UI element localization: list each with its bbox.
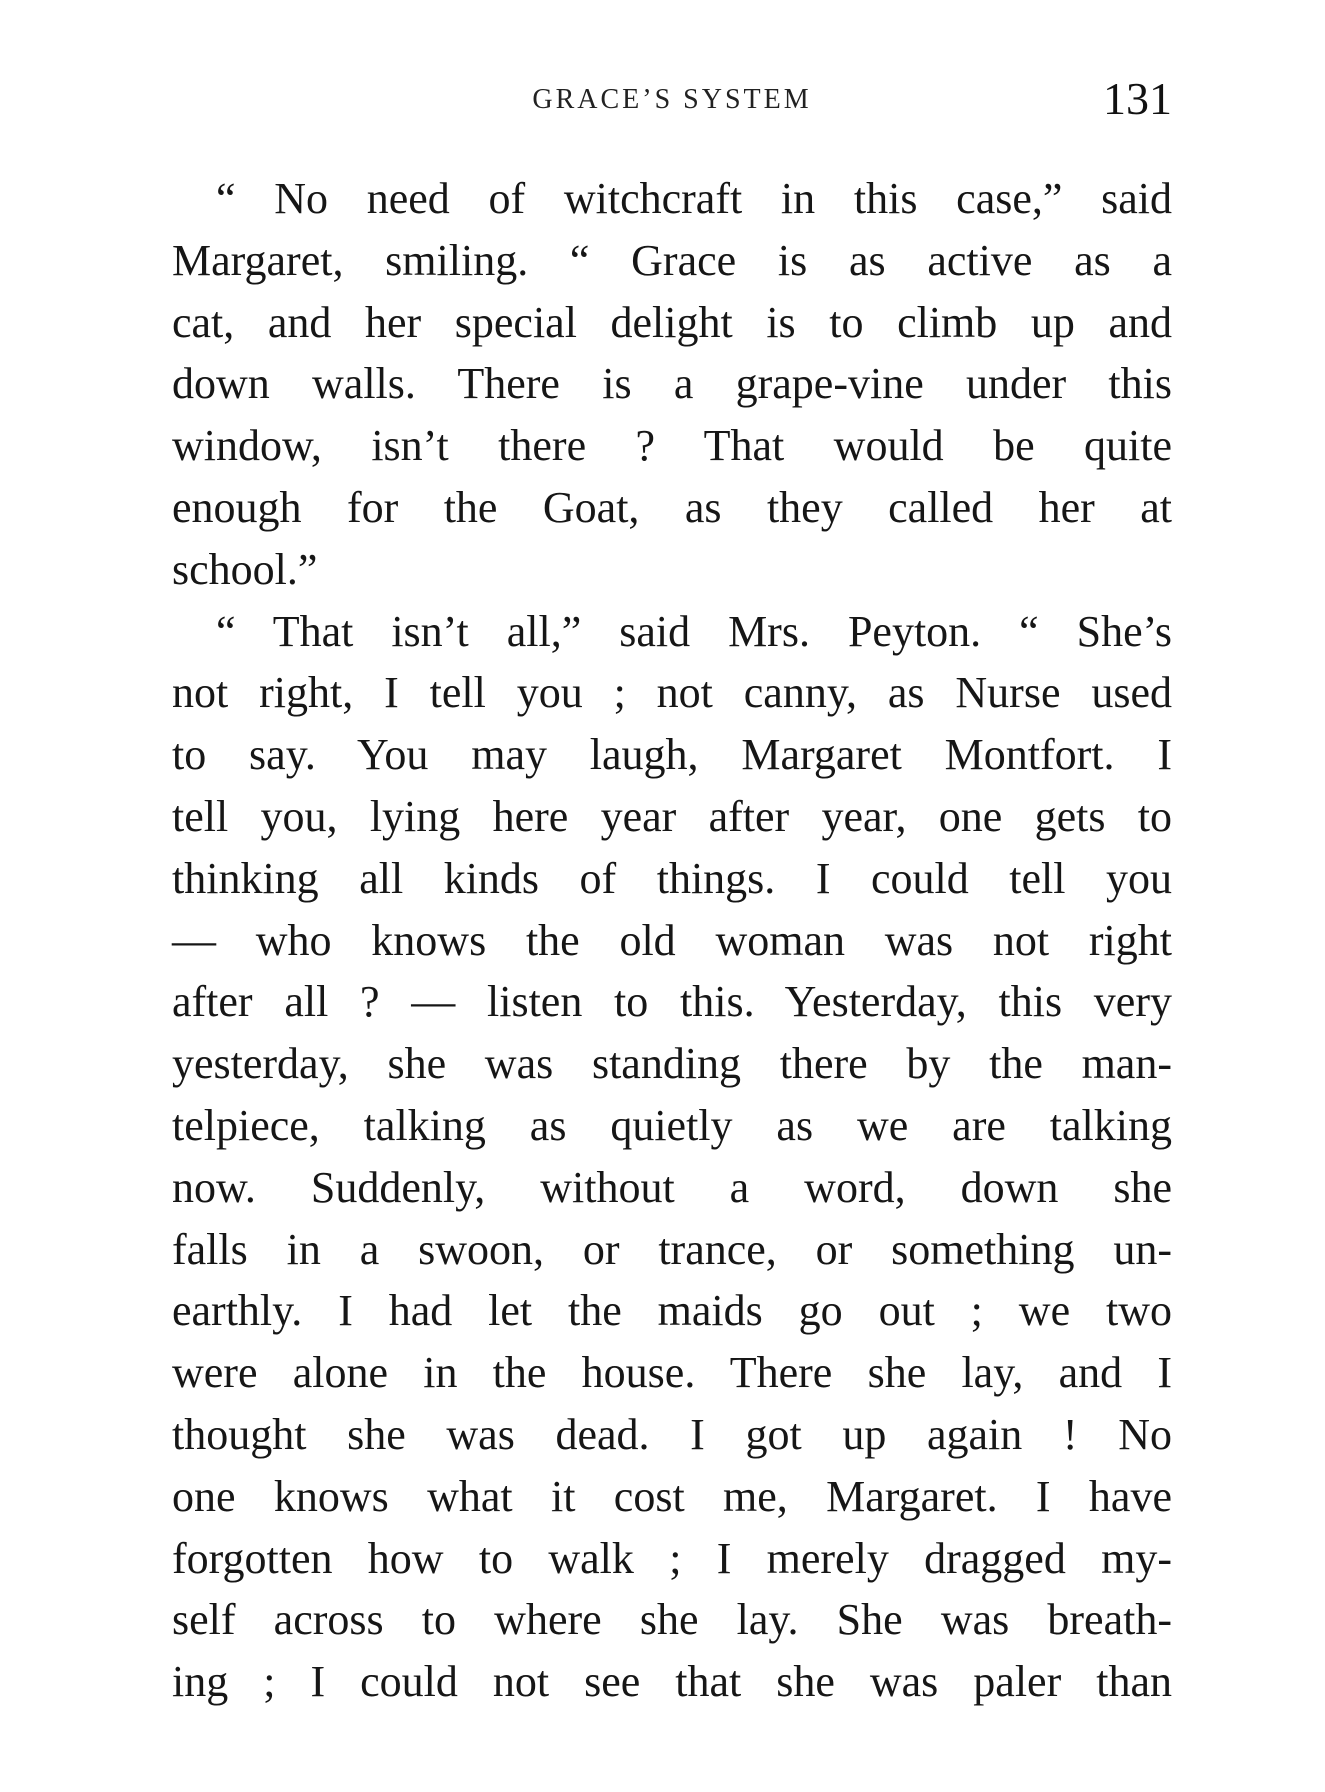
text-line: enough for the Goat, as they called her at (172, 482, 1172, 532)
text-line: telpiece, talking as quietly as we are talking (172, 1100, 1172, 1150)
text-line: to say. You may laugh, Margaret Montfort. I (172, 730, 1172, 780)
text-line: “ No need of witchcraft in this case,” said (216, 174, 1172, 223)
text-line: forgotten how to walk ; I merely dragged my- (172, 1533, 1172, 1583)
page-number: 131 (1103, 73, 1172, 124)
text-line: school.” (172, 544, 318, 594)
text-line: ing ; I could not see that she was paler than (172, 1657, 1172, 1707)
text-line: window, isn’t there ? That would be quite (172, 421, 1172, 471)
text-line: earthly. I had let the maids go out ; we two (172, 1286, 1172, 1336)
text-line: thought she was dead. I got up again ! No (172, 1409, 1172, 1459)
text-line: one knows what it cost me, Margaret. I have (172, 1471, 1172, 1521)
running-title: GRACE’S SYSTEM (532, 84, 812, 115)
text-line: “ That isn’t all,” said Mrs. Peyton. “ She’s (216, 606, 1172, 656)
running-head (172, 72, 1172, 132)
text-line: Margaret, smiling. “ Grace is as active as a (172, 235, 1172, 285)
body-text (172, 168, 1172, 1713)
text-line: were alone in the house. There she lay, and I (172, 1348, 1172, 1398)
text-line: — who knows the old woman was not right (172, 915, 1172, 965)
text-line: down walls. There is a grape-vine under this (172, 359, 1172, 409)
text-line: tell you, lying here year after year, one gets to (172, 791, 1172, 841)
text-line: cat, and her special delight is to climb up and (172, 297, 1172, 347)
text-line: not right, I tell you ; not canny, as Nurse used (172, 668, 1172, 718)
text-line: now. Suddenly, without a word, down she (172, 1162, 1172, 1212)
text-line: thinking all kinds of things. I could tell you (172, 853, 1172, 903)
text-line: after all ? — listen to this. Yesterday, this very (172, 977, 1172, 1027)
text-line: yesterday, she was standing there by the man- (172, 1039, 1172, 1089)
text-line: falls in a swoon, or trance, or something un- (172, 1224, 1172, 1274)
text-line: self across to where she lay. She was breath- (172, 1595, 1172, 1645)
